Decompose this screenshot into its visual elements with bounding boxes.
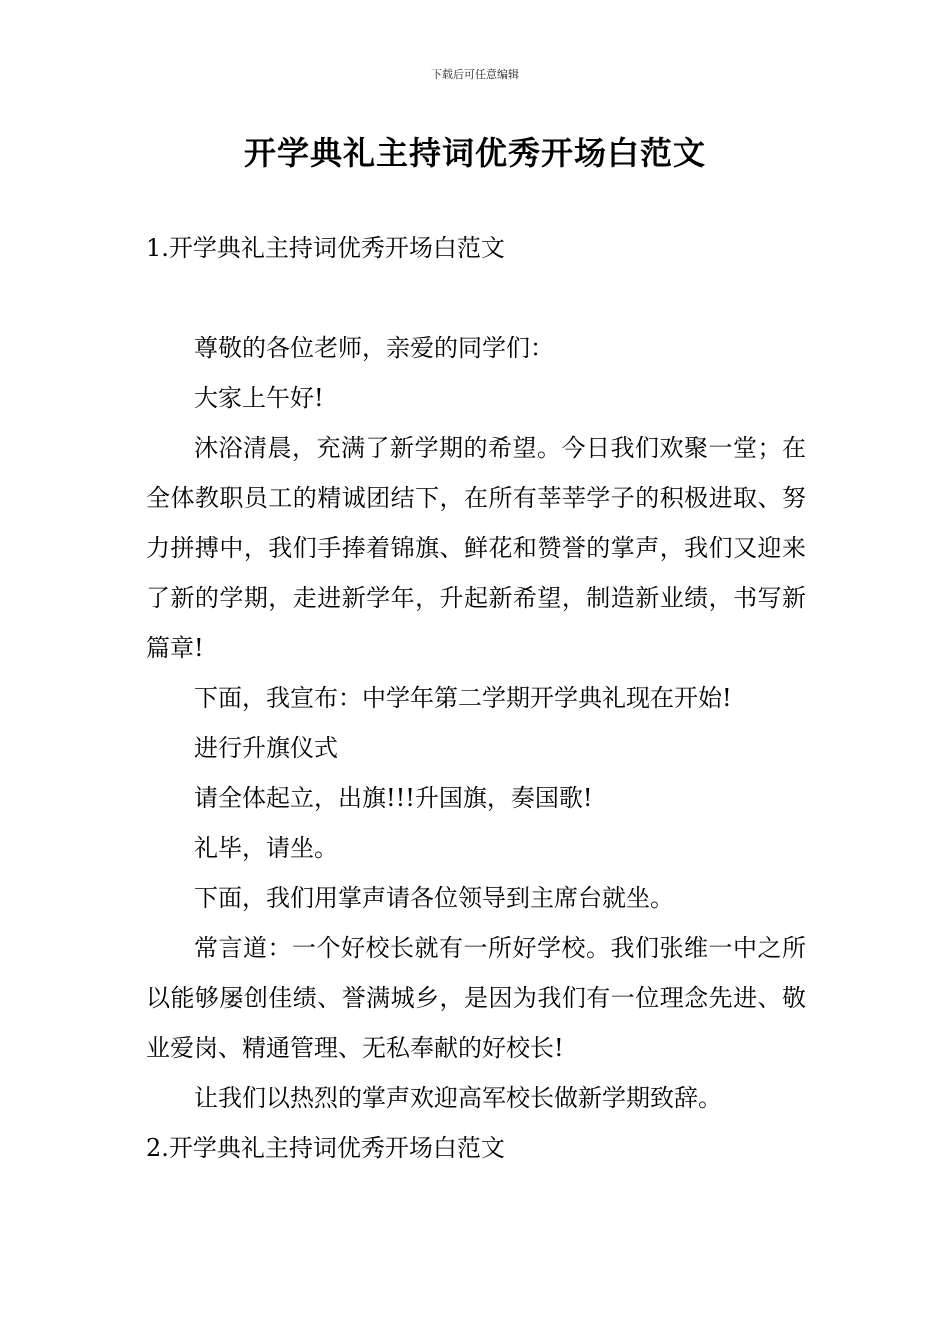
paragraph-welcome: 让我们以热烈的掌声欢迎高军校长做新学期致辞。 [194, 1084, 722, 1112]
paragraph-flag-ceremony: 进行升旗仪式 [194, 734, 338, 762]
paragraph-announcement: 下面，我宣布：中学年第二学期开学典礼现在开始! [194, 684, 732, 712]
paragraph-salutation: 尊敬的各位老师，亲爱的同学们： [194, 334, 554, 362]
document-title: 开学典礼主持词优秀开场白范文 [243, 134, 706, 172]
paragraph-principal: 常言道：一个好校长就有一所好学校。我们张维一中之所以能够屡创佳绩、誉满城乡，是因为我们有一位理念先进、敬业爱岗、精通管理、无私奉献的好校长! [146, 934, 806, 1062]
header-note: 下载后可任意编辑 [431, 68, 519, 81]
blank-line [146, 273, 806, 323]
paragraph-be-seated: 礼毕，请坐。 [194, 834, 338, 862]
paragraph-anthem: 请全体起立，出旗!!!升国旗，奏国歌! [194, 784, 593, 812]
section-heading-1: 1.开学典礼主持词优秀开场白范文 [146, 234, 505, 262]
paragraph-greeting: 大家上午好! [194, 384, 324, 412]
paragraph-leaders: 下面，我们用掌声请各位领导到主席台就坐。 [194, 884, 674, 912]
document-body [146, 223, 806, 1173]
section-heading-2: 2.开学典礼主持词优秀开场白范文 [146, 1134, 505, 1162]
paragraph-opening: 沐浴清晨，充满了新学期的希望。今日我们欢聚一堂；在全体教职员工的精诚团结下，在所有莘莘学子的积极进取、努力拼搏中，我们手捧着锦旗、鲜花和赞誉的掌声，我们又迎来了新的学期，走进新学年，升起新希望，制造新业绩，书写新篇章! [146, 434, 806, 662]
